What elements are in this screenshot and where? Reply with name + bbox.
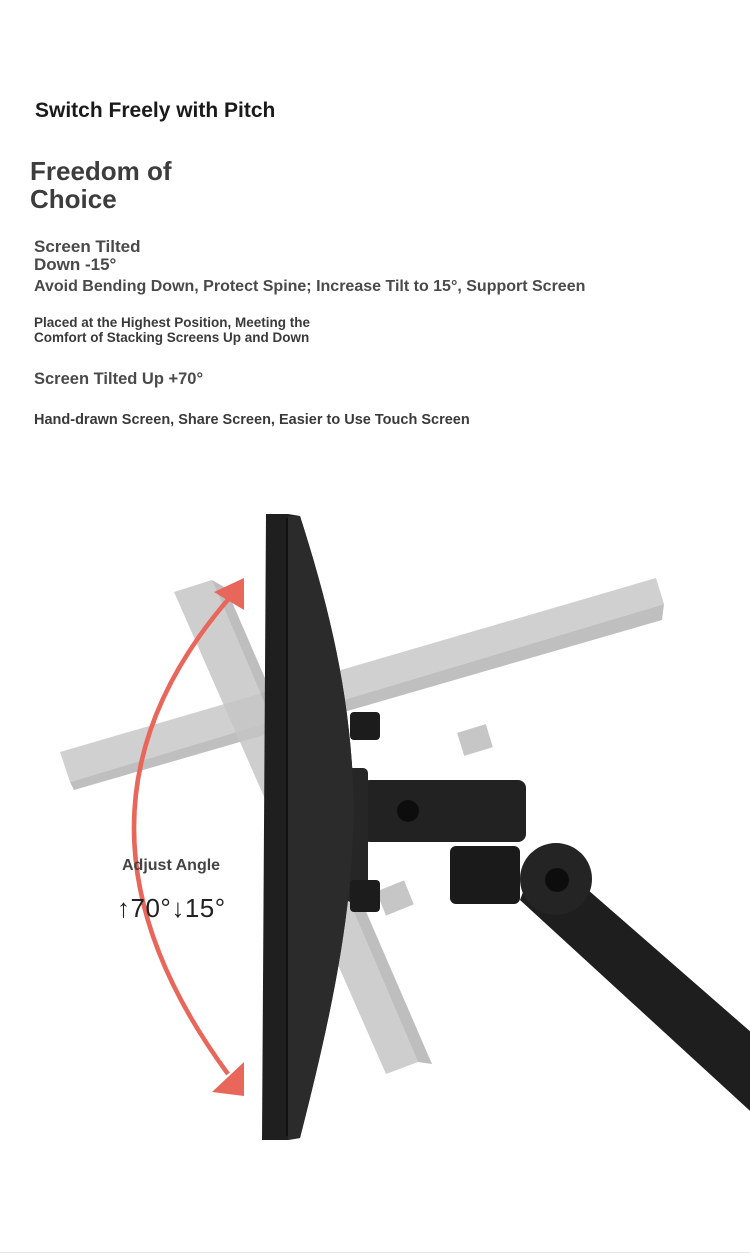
tilt-down-description: Avoid Bending Down, Protect Spine; Increase Tilt to 15°, Support Screen	[34, 278, 586, 295]
angle-range-value: ↑70°↓15°	[117, 893, 226, 923]
headline: Switch Freely with Pitch	[35, 99, 276, 122]
page-title: Freedom of Choice	[30, 156, 172, 214]
adjust-angle-label: Adjust Angle	[122, 857, 221, 874]
ghost-monitor-tilted-up	[60, 578, 664, 790]
tilt-up-label: Screen Tilted Up +70°	[34, 370, 204, 388]
bottom-divider	[0, 1252, 750, 1253]
tilt-down-label: Screen Tilted Down -15°	[34, 237, 141, 274]
highest-position-description: Placed at the Highest Position, Meeting the Comfort of Stacking Screens Up and Down	[34, 315, 311, 345]
monitor-icon	[262, 514, 354, 1140]
monitor-arm-illustration	[0, 480, 750, 1200]
tilt-up-description: Hand-drawn Screen, Share Screen, Easier to Use Touch Screen	[34, 412, 470, 428]
